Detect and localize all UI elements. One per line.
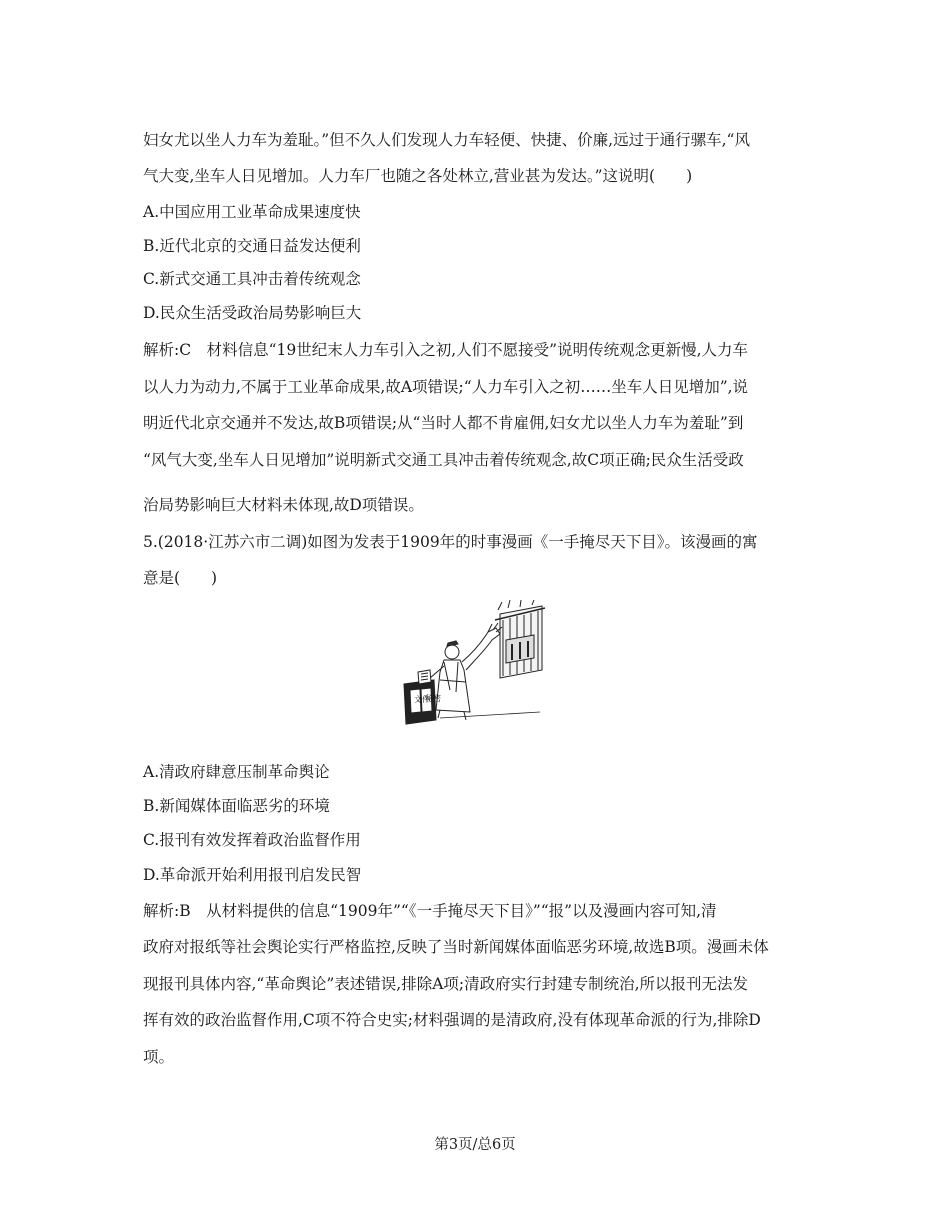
q5-analysis-line-1: 解析:B 从材料提供的信息“1909年”“《一手掩尽天下目》”“报”以及漫画内容可知,清 [143,902,717,920]
political-cartoon-image [400,600,550,730]
q5-analysis-line-4: 挥有效的政治监督作用,C项不符合史实;材料强调的是清政府,没有体现革命派的行为,排除D [143,1011,761,1029]
q5-option-b: B.新闻媒体面临恶劣的环境 [143,797,330,815]
q4-stem-line-2: 气大变,坐车人日见增加。人力车厂也随之各处林立,营业甚为发达。”这说明( ) [143,167,693,185]
q5-stem-line-2: 意是( ) [143,569,218,587]
q4-analysis-line-1: 解析:C 材料信息“19世纪末人力车引入之初,人们不愿接受”说明传统观念更新慢,人力车 [143,341,749,359]
q4-option-a: A.中国应用工业革命成果速度快 [143,203,361,221]
q5-option-d: D.革命派开始利用报刊启发民智 [143,866,362,884]
q4-analysis-line-3: 明近代北京交通并不发达,故B项错误;从“当时人都不肯雇佣,妇女尤以坐人力车为羞耻”到 [143,414,744,432]
page-footer: 第3页/总6页 [434,1137,516,1153]
q4-option-c: C.新式交通工具冲击着传统观念 [143,270,361,288]
q5-analysis-line-5: 项。 [143,1048,175,1066]
q5-option-c: C.报刊有效发挥着政治监督作用 [143,831,361,849]
q4-stem-line-1: 妇女尤以坐人力车为羞耻。”但不久人们发现人力车轻便、快捷、价廉,远过于通行骡车,“风 [143,131,750,149]
cartoon-box-label-right: 秘密 [425,694,441,703]
q5-analysis-line-3: 现报刊具体内容,“革命舆论”表述错误,排除A项;清政府实行封建专制统治,所以报刊无法发 [143,975,749,993]
q4-option-d: D.民众生活受政治局势影响巨大 [143,304,362,322]
q5-analysis-line-2: 政府对报纸等社会舆论实行严格监控,反映了当时新闻媒体面临恶劣环境,故选B项。漫画未体 [143,938,769,956]
q5-option-a: A.清政府肆意压制革命舆论 [143,763,330,781]
cartoon-box-label-left: 文件 [414,695,430,704]
q4-analysis-line-5: 治局势影响巨大材料未体现,故D项错误。 [143,496,424,514]
q5-stem-line-1: 5.(2018·江苏六市二调)如图为发表于1909年的时事漫画《一手掩尽天下目》。该漫画的寓 [143,533,758,551]
q4-option-b: B.近代北京的交通日益发达便利 [143,237,361,255]
q4-analysis-line-2: 以人力为动力,不属于工业革命成果,故A项错误;“人力车引入之初……坐车人日见增加”,说 [143,378,749,396]
q4-analysis-line-4: “风气大变,坐车人日见增加”说明新式交通工具冲击着传统观念,故C项正确;民众生活受政 [143,451,744,469]
